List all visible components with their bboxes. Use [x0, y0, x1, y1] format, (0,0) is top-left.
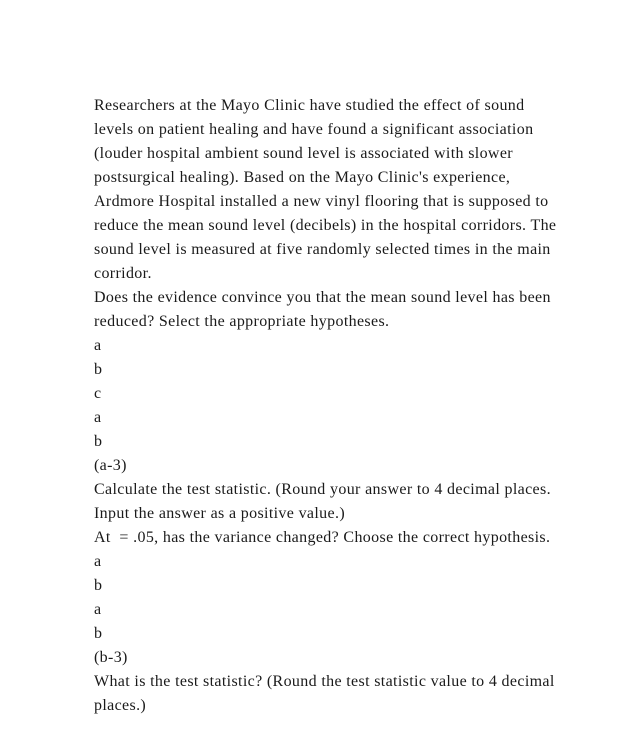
- document-body: [94, 94, 564, 718]
- option-label: b: [94, 625, 103, 642]
- option-label: a: [94, 337, 102, 354]
- part-label-a3: (a-3): [94, 457, 127, 474]
- question-a: Does the evidence convince you that the mean sound level has been reduced? Select the appropriate hypotheses.: [94, 289, 556, 330]
- option-label: b: [94, 433, 103, 450]
- question-a3: Calculate the test statistic. (Round your answer to 4 decimal places. Input the answer as a positive value.): [94, 481, 556, 522]
- option-label: a: [94, 409, 102, 426]
- option-label: a: [94, 553, 102, 570]
- option-label: c: [94, 385, 102, 402]
- option-label: b: [94, 577, 103, 594]
- option-label: a: [94, 601, 102, 618]
- intro-paragraph: Researchers at the Mayo Clinic have studied the effect of sound levels on patient healing and have found a significant association (louder hospital ambient sound level is associated with slower postsurgical healing). Based on the Mayo Clinic's experience, Ardmore Hospital installed a new vinyl flooring that is supposed to reduce the mean sound level (decibels) in the hospital corridors. The sound level is measured at five randomly selected times in the main corridor.: [94, 97, 561, 282]
- option-label: b: [94, 361, 103, 378]
- part-label-b3: (b-3): [94, 649, 128, 666]
- question-b: At = .05, has the variance changed? Choose the correct hypothesis.: [94, 529, 551, 546]
- question-b3: What is the test statistic? (Round the test statistic value to 4 decimal places.): [94, 673, 560, 714]
